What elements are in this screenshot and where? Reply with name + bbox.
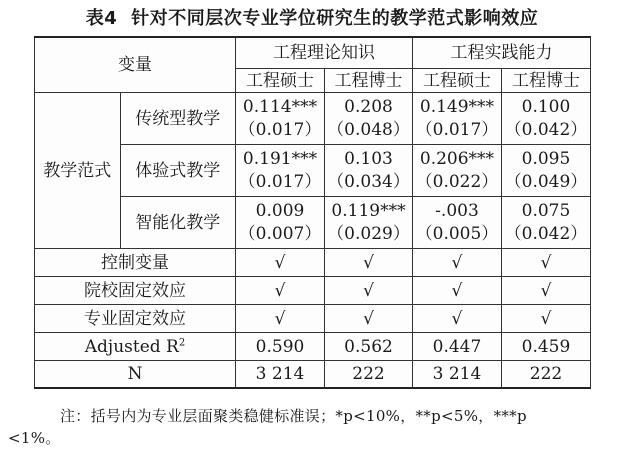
check-mark: √ xyxy=(501,249,590,277)
coef: 0.191*** xyxy=(242,148,318,169)
coef: -.003 xyxy=(435,200,479,221)
table-row xyxy=(35,249,591,277)
se: （0.042） xyxy=(504,119,588,140)
header-row-1 xyxy=(35,37,591,69)
check-mark: √ xyxy=(236,277,325,305)
check-mark: √ xyxy=(325,249,413,277)
se: （0.017） xyxy=(238,119,322,140)
control-label: 院校固定效应 xyxy=(35,277,236,305)
note-line-2: <1%。 xyxy=(8,429,61,447)
r2-value: 0.459 xyxy=(501,333,590,361)
data-cell xyxy=(236,93,325,145)
se: （0.017） xyxy=(415,119,499,140)
adjusted-r-superscript: 2 xyxy=(178,336,186,348)
subheader: 工程博士 xyxy=(325,69,413,93)
data-cell xyxy=(501,145,590,197)
table-row xyxy=(35,361,591,389)
row-label: 体验式教学 xyxy=(120,145,235,197)
table-row xyxy=(35,93,591,145)
group-header-theory: 工程理论知识 xyxy=(236,37,413,69)
check-mark: √ xyxy=(501,277,590,305)
coef: 0.103 xyxy=(344,148,393,169)
adjusted-r2-label xyxy=(35,333,236,361)
data-cell xyxy=(501,93,590,145)
data-cell xyxy=(236,145,325,197)
subheader: 工程博士 xyxy=(501,69,590,93)
check-mark: √ xyxy=(325,277,413,305)
coef: 0.114*** xyxy=(242,96,318,117)
check-mark: √ xyxy=(236,305,325,333)
control-label: 控制变量 xyxy=(35,249,236,277)
se: （0.042） xyxy=(504,223,588,244)
row-label: 传统型教学 xyxy=(120,93,235,145)
r2-value: 0.447 xyxy=(412,333,501,361)
check-mark: √ xyxy=(412,305,501,333)
r2-value: 0.562 xyxy=(325,333,413,361)
control-label: 专业固定效应 xyxy=(35,305,236,333)
note-line-1: 注：括号内为专业层面聚类稳健标准误；*p<10%，**p<5%，***p xyxy=(60,407,527,425)
se: （0.017） xyxy=(238,171,322,192)
data-cell xyxy=(325,197,413,249)
table-number: 表4 xyxy=(85,8,118,29)
data-cell xyxy=(412,93,501,145)
n-value: 222 xyxy=(501,361,590,389)
coef: 0.009 xyxy=(255,200,305,221)
table-caption: 针对不同层次专业学位研究生的教学范式影响效应 xyxy=(131,8,539,29)
se: （0.007） xyxy=(238,223,322,244)
regression-table xyxy=(34,36,591,389)
coef: 0.208 xyxy=(344,96,393,117)
check-mark: √ xyxy=(501,305,590,333)
data-cell xyxy=(412,145,501,197)
n-value: 3 214 xyxy=(412,361,501,389)
data-cell xyxy=(412,197,501,249)
data-cell xyxy=(501,197,590,249)
n-value: 3 214 xyxy=(236,361,325,389)
coef: 0.100 xyxy=(521,96,571,117)
n-label: N xyxy=(35,361,236,389)
n-value: 222 xyxy=(325,361,413,389)
subheader: 工程硕士 xyxy=(236,69,325,93)
row-label: 智能化教学 xyxy=(120,197,235,249)
table-note xyxy=(8,405,620,447)
check-mark: √ xyxy=(412,249,501,277)
teaching-paradigm-label: 教学范式 xyxy=(35,93,121,249)
se: （0.022） xyxy=(415,171,499,192)
check-mark: √ xyxy=(412,277,501,305)
coef: 0.075 xyxy=(521,200,571,221)
table-title xyxy=(0,4,624,30)
coef: 0.206*** xyxy=(419,148,495,169)
r2-value: 0.590 xyxy=(236,333,325,361)
table-row xyxy=(35,277,591,305)
coef: 0.095 xyxy=(521,148,571,169)
se: （0.005） xyxy=(415,223,499,244)
se: （0.029） xyxy=(327,223,410,244)
adjusted-r-text: Adjusted R xyxy=(84,336,179,357)
check-mark: √ xyxy=(236,249,325,277)
subheader: 工程硕士 xyxy=(412,69,501,93)
group-header-practice: 工程实践能力 xyxy=(412,37,590,69)
data-cell xyxy=(325,145,413,197)
check-mark: √ xyxy=(325,305,413,333)
table-row xyxy=(35,305,591,333)
se: （0.049） xyxy=(504,171,588,192)
table-row xyxy=(35,333,591,361)
se: （0.048） xyxy=(327,119,410,140)
coef: 0.119*** xyxy=(331,200,406,221)
coef: 0.149*** xyxy=(419,96,495,117)
data-cell xyxy=(236,197,325,249)
data-cell xyxy=(325,93,413,145)
variable-header: 变量 xyxy=(35,37,236,93)
se: （0.034） xyxy=(327,171,410,192)
